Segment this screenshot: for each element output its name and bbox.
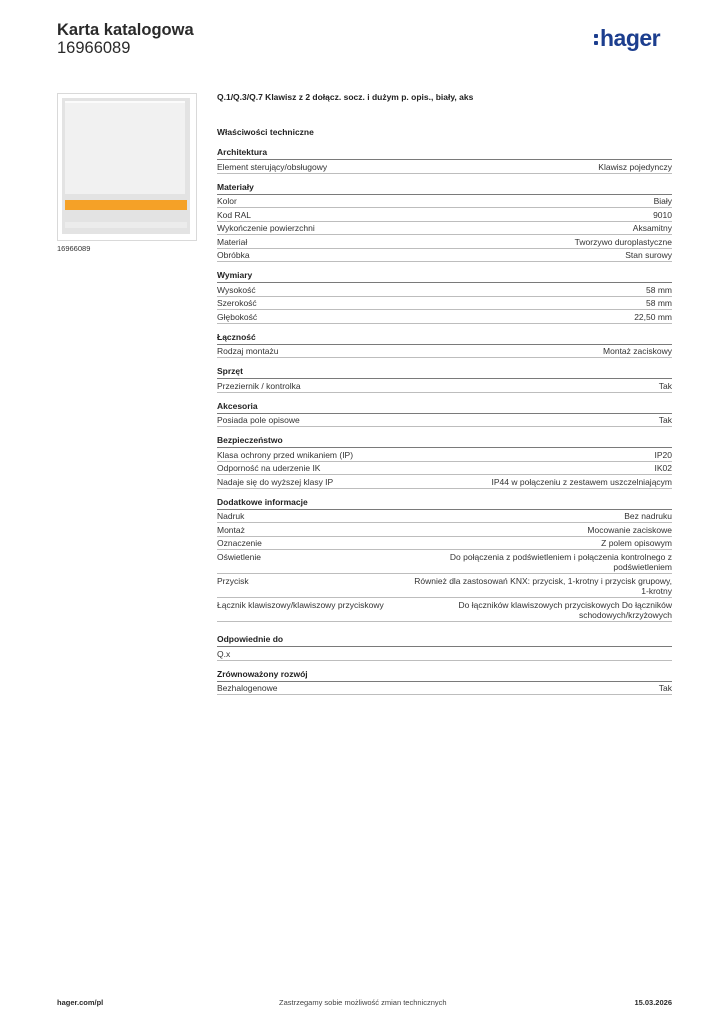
spec-row — [217, 160, 672, 174]
spec-label: Nadruk — [217, 511, 245, 521]
spec-section — [217, 401, 672, 428]
spec-row — [217, 297, 672, 311]
spec-label: Odporność na uderzenie IK — [217, 463, 321, 473]
hager-logo — [594, 27, 660, 50]
spec-label: Nadaje się do wyższej klasy IP — [217, 476, 334, 487]
spec-value: IK02 — [654, 463, 672, 473]
spec-row — [217, 682, 672, 696]
spec-label: Wykończenie powierzchni — [217, 223, 315, 233]
spec-label: Materiał — [217, 236, 248, 247]
spec-row — [217, 537, 672, 551]
spec-content — [217, 92, 672, 703]
spec-section — [217, 182, 672, 263]
spec-row — [217, 249, 672, 263]
spec-label: Szerokość — [217, 298, 257, 308]
spec-row — [217, 283, 672, 297]
spec-row — [217, 647, 672, 661]
spec-value: Stan surowy — [625, 250, 672, 260]
spec-value: Tworzywo duroplastyczne — [574, 236, 672, 247]
spec-value: Do połączenia z podświetleniem i połączenia kontrolnego z podświetleniem — [449, 551, 672, 572]
logo-dots-icon — [594, 30, 599, 48]
section-heading: Zrównoważony rozwój — [217, 669, 672, 682]
spec-section — [217, 366, 672, 393]
spec-value: Tak — [658, 415, 672, 425]
spec-section — [217, 634, 672, 661]
spec-value: Klawisz pojedynczy — [598, 161, 672, 172]
section-heading: Odpowiednie do — [217, 634, 672, 647]
spec-label: Montaż — [217, 524, 245, 535]
spec-label: Oświetlenie — [217, 551, 261, 562]
spec-row — [217, 195, 672, 209]
spec-row — [217, 222, 672, 236]
spec-row — [217, 235, 672, 249]
spec-value: IP44 w połączeniu z zestawem uszczelniającym — [491, 476, 672, 487]
spec-section — [217, 147, 672, 174]
spec-label: Element sterujący/obsługowy — [217, 161, 328, 172]
switch-rocker-picture — [62, 98, 190, 234]
spec-value: Również dla zastosowań KNX: przycisk, 1-krotny i przycisk grupowy, 1-krotny — [414, 575, 672, 596]
spec-label: Bezhalogenowe — [217, 683, 278, 693]
section-heading: Akcesoria — [217, 401, 672, 414]
spec-label: Przeziernik / kontrolka — [217, 380, 301, 391]
spec-label: Kod RAL — [217, 209, 252, 220]
spec-value: Aksamitny — [632, 223, 672, 233]
footer-date: 15.03.2026 — [634, 998, 672, 1007]
image-caption: 16966089 — [57, 244, 91, 253]
section-heading: Wymiary — [217, 270, 672, 283]
spec-label: Rodzaj montażu — [217, 346, 279, 356]
spec-value: Tak — [658, 683, 672, 693]
spec-row — [217, 475, 672, 489]
spec-row — [217, 598, 672, 622]
section-heading: Dodatkowe informacje — [217, 497, 672, 510]
spec-row — [217, 310, 672, 324]
spec-value: 58 mm — [646, 298, 672, 308]
spec-label: Kolor — [217, 196, 237, 206]
footer-disclaimer: Zastrzegamy sobie możliwość zmian technicznych — [279, 998, 447, 1007]
spec-row — [217, 510, 672, 524]
spec-label: Łącznik klawiszowy/klawiszowy przyciskowy — [217, 599, 384, 610]
spec-row — [217, 345, 672, 359]
spec-section — [217, 497, 672, 623]
spec-value — [240, 649, 672, 660]
section-heading: Architektura — [217, 147, 672, 160]
spec-section — [217, 435, 672, 489]
spec-row — [217, 550, 672, 574]
features-heading: Właściwości techniczne — [217, 127, 314, 137]
section-heading: Sprzęt — [217, 366, 672, 379]
spec-value: 9010 — [653, 209, 672, 220]
spec-value: Do łączników klawiszowych przyciskowych Do łączników schodowych/krzyżowych — [458, 599, 672, 620]
spec-sections-tail — [217, 634, 672, 695]
spec-value: Biały — [653, 196, 672, 206]
spec-value: Bez nadruku — [624, 511, 672, 521]
spec-value: Tak — [658, 380, 672, 391]
spec-row — [217, 414, 672, 428]
spec-value: Z polem opisowym — [601, 538, 672, 548]
spec-row — [217, 379, 672, 393]
spec-label: Obróbka — [217, 250, 250, 260]
spec-label: Głębokość — [217, 311, 258, 322]
spec-value: IP20 — [654, 449, 672, 460]
label-field — [65, 222, 187, 228]
spec-value: Montaż zaciskowy — [603, 346, 672, 356]
spec-value: 22,50 mm — [634, 311, 672, 322]
spec-section — [217, 270, 672, 324]
section-heading: Łączność — [217, 332, 672, 345]
footer-website-link[interactable]: hager.com/pl — [57, 998, 104, 1007]
spec-row — [217, 574, 672, 598]
document-title: Karta katalogowa — [57, 21, 194, 39]
spec-label: Wysokość — [217, 284, 256, 295]
spec-value: 58 mm — [646, 284, 672, 295]
product-title: Q.1/Q.3/Q.7 Klawisz z 2 dołącz. socz. i dużym p. opis., biały, aks — [217, 92, 474, 102]
spec-label: Q.x — [217, 648, 231, 659]
spec-section — [217, 332, 672, 359]
spec-label: Klasa ochrony przed wnikaniem (IP) — [217, 449, 354, 460]
document-code: 16966089 — [57, 39, 131, 57]
section-heading: Bezpieczeństwo — [217, 435, 672, 448]
section-heading: Materiały — [217, 182, 672, 195]
spec-section — [217, 669, 672, 696]
rocker-face — [65, 101, 185, 194]
spec-label: Oznaczenie — [217, 538, 262, 548]
spec-label: Posiada pole opisowe — [217, 415, 300, 425]
spec-row — [217, 462, 672, 476]
indicator-strip — [65, 200, 187, 210]
spec-row — [217, 523, 672, 537]
spec-value: Mocowanie zaciskowe — [587, 524, 672, 535]
spec-row — [217, 448, 672, 462]
product-image — [57, 93, 197, 241]
spec-label: Przycisk — [217, 575, 249, 586]
spec-row — [217, 208, 672, 222]
spec-sections — [217, 147, 672, 622]
logo-text: hager — [600, 25, 661, 51]
